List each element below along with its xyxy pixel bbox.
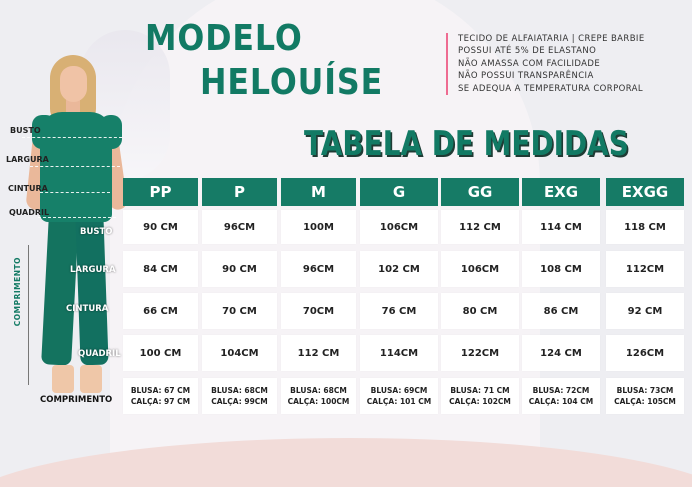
cell-calca: CALÇA: 104 CM: [528, 397, 594, 406]
cell-blusa: BLUSA: 68CM: [290, 386, 347, 395]
cell-busto: 118 CM: [606, 210, 684, 244]
cell-cintura: 76 CM: [360, 293, 438, 329]
cell-quadril: 126CM: [606, 335, 684, 371]
measure-line-cintura: [40, 192, 110, 193]
cell-largura: 106CM: [441, 251, 519, 287]
cell-cintura: 70 CM: [202, 293, 277, 329]
cell-cintura: 86 CM: [522, 293, 600, 329]
cell-busto: 100M: [281, 210, 356, 244]
measure-line-quadril: [38, 217, 116, 218]
features-list: [446, 33, 645, 95]
model-face: [60, 66, 87, 102]
feature-item: SE ADEQUA A TEMPERATURA CORPORAL: [458, 83, 644, 94]
size-header-p: P: [202, 178, 277, 206]
cell-cintura: 80 CM: [441, 293, 519, 329]
row-label-quadril: QUADRIL: [78, 349, 121, 359]
cell-blusa: BLUSA: 72CM: [532, 386, 590, 395]
cell-blusa: BLUSA: 71 CM: [450, 386, 510, 395]
size-header-exgg: EXGG: [606, 178, 684, 206]
cell-comprimento: [281, 378, 356, 414]
cell-largura: 90 CM: [202, 251, 277, 287]
model-leg: [41, 214, 79, 365]
cell-blusa: BLUSA: 68CM: [211, 386, 268, 395]
size-header-m: M: [281, 178, 356, 206]
cell-largura: 108 CM: [522, 251, 600, 287]
cell-calca: CALÇA: 100CM: [287, 397, 350, 406]
row-label-cintura: CINTURA: [66, 304, 109, 314]
cell-largura: 84 CM: [123, 251, 198, 287]
row-label-busto: BUSTO: [80, 227, 113, 237]
cell-calca: CALÇA: 102CM: [449, 397, 511, 406]
model-foot: [52, 365, 74, 393]
model-label-comprimento: COMPRIMENTO: [13, 257, 22, 327]
cell-calca: CALÇA: 97 CM: [130, 397, 191, 406]
model-sleeve: [100, 115, 122, 149]
size-header-pp: PP: [123, 178, 198, 206]
model-label-cintura: CINTURA: [8, 184, 48, 193]
row-label-comprimento: COMPRIMENTO: [40, 395, 113, 405]
cell-quadril: 114CM: [360, 335, 438, 371]
cell-comprimento: [202, 378, 277, 414]
row-label-largura: LARGURA: [70, 265, 116, 275]
table-title: TABELA DE MEDIDAS: [304, 124, 629, 164]
title-line-1: MODELO: [145, 18, 303, 59]
cell-cintura: 92 CM: [606, 293, 684, 329]
feature-item: NÃO POSSUI TRANSPARÊNCIA: [458, 71, 594, 82]
cell-comprimento: [606, 378, 684, 414]
size-header-exg: EXG: [522, 178, 600, 206]
model-leg: [75, 215, 108, 366]
model-label-largura: LARGURA: [6, 155, 49, 164]
cell-quadril: 124 CM: [522, 335, 600, 371]
size-header-gg: GG: [441, 178, 519, 206]
title-line-2: HELOUÍSE: [200, 62, 384, 103]
cell-blusa: BLUSA: 67 CM: [130, 386, 191, 395]
model-label-quadril: QUADRIL: [9, 208, 50, 217]
cell-blusa: BLUSA: 73CM: [616, 386, 674, 395]
background-floor: [0, 438, 692, 487]
cell-comprimento: [441, 378, 519, 414]
cell-cintura: 70CM: [281, 293, 356, 329]
comprimento-line: [28, 245, 29, 385]
cell-largura: 112CM: [606, 251, 684, 287]
cell-calca: CALÇA: 99CM: [211, 397, 268, 406]
size-header-g: G: [360, 178, 438, 206]
cell-busto: 114 CM: [522, 210, 600, 244]
cell-quadril: 122CM: [441, 335, 519, 371]
cell-quadril: 100 CM: [123, 335, 198, 371]
feature-item: TECIDO DE ALFAIATARIA | CREPE BARBIE: [458, 34, 645, 44]
cell-blusa: BLUSA: 69CM: [370, 386, 428, 395]
cell-quadril: 112 CM: [281, 335, 356, 371]
cell-quadril: 104CM: [202, 335, 277, 371]
measure-line-largura: [30, 166, 120, 167]
model-foot: [80, 365, 102, 393]
cell-comprimento: [123, 378, 198, 414]
cell-busto: 112 CM: [441, 210, 519, 244]
cell-busto: 96CM: [202, 210, 277, 244]
measure-line-busto: [22, 137, 122, 138]
feature-item: POSSUI ATÉ 5% DE ELASTANO: [458, 46, 597, 57]
cell-largura: 96CM: [281, 251, 356, 287]
feature-item: NÃO AMASSA COM FACILIDADE: [458, 58, 601, 69]
cell-calca: CALÇA: 101 CM: [366, 397, 432, 406]
cell-cintura: 66 CM: [123, 293, 198, 329]
cell-comprimento: [522, 378, 600, 414]
cell-busto: 90 CM: [123, 210, 198, 244]
cell-largura: 102 CM: [360, 251, 438, 287]
model-label-busto: BUSTO: [10, 126, 41, 135]
cell-comprimento: [360, 378, 438, 414]
cell-calca: CALÇA: 105CM: [614, 397, 676, 406]
cell-busto: 106CM: [360, 210, 438, 244]
